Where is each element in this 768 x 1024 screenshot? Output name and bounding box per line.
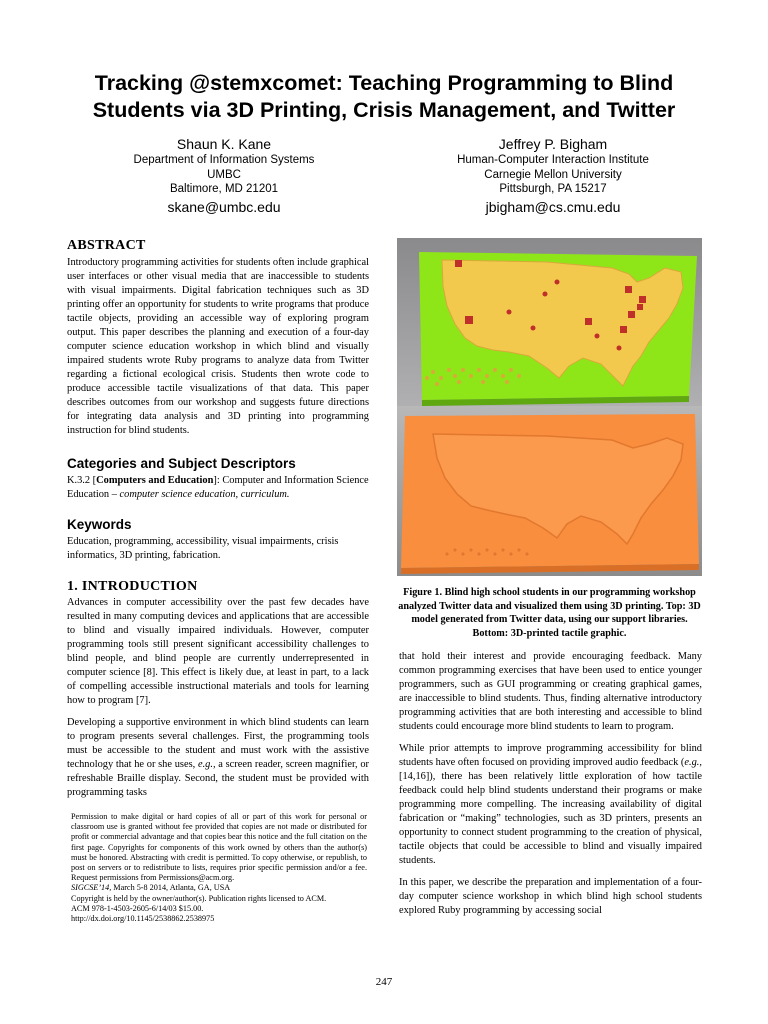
conference-name: SIGCSE’14,	[71, 883, 112, 893]
categories-rest: ]: Computer and Information Science Education –	[67, 475, 369, 500]
copyright-line: Copyright is held by the owner/author(s). Publication rights licensed to ACM.	[71, 893, 327, 903]
intro-heading: 1. INTRODUCTION	[67, 579, 198, 594]
author-department: Department of Information Systems	[133, 154, 315, 166]
right-paragraph-1: that hold their interest and provide encouraging feedback. Many common programming exercises that have been used to entice younger programmers, such as GUI programming or creating graphical games, are inaccessible to blind students. Thus, finding alternative introductory programming activities that are both interesting and accessible to blind students could encourage more blind students to learn to program.	[399, 651, 702, 732]
intro-p2-eg: e.g.,	[197, 759, 216, 770]
categories-italic: computer science education, curriculum.	[119, 489, 290, 500]
conference-line	[71, 883, 367, 893]
page-number: 247	[375, 976, 393, 988]
title-line-2: Students via 3D Printing, Crisis Management, and Twitter	[92, 98, 676, 122]
right-p2-eg: e.g.,	[684, 757, 702, 768]
author-organization: UMBC	[207, 168, 241, 181]
intro-paragraph-1: Advances in computer accessibility over the past few decades have resulted in many computing devices and applications that are accessible to blind and visually impaired individuals. However, computer programming tools still present significant accessibility challenges to blind people, and blind people are currently underrepresented in computer science [8]. This effect is likely due, at least in part, to a lack of compelling accessible instructional materials and tools for learning how to program [7].	[67, 597, 369, 706]
intro-paragraph-2	[67, 716, 369, 800]
intro-p2-part-a: Developing a supportive environment in which blind students can learn to program presents several challenges. First, the programming tools must be accessible to the student and must work with the assistive technology that he or she uses,	[67, 717, 369, 770]
right-column	[399, 650, 702, 918]
author-block-1	[90, 136, 358, 216]
author-organization: Carnegie Mellon University	[484, 168, 622, 181]
doi-link[interactable]: http://dx.doi.org/10.1145/2538862.2538975	[71, 914, 215, 924]
figure-1-image	[397, 238, 702, 576]
author-location: Pittsburgh, PA 15217	[499, 183, 607, 195]
abstract-heading: ABSTRACT	[67, 238, 146, 253]
author-block-2	[403, 136, 703, 216]
categories-bold: Computers and Education	[96, 475, 214, 486]
right-paragraph-2	[399, 742, 702, 868]
right-p2-part-a: While prior attempts to improve programming accessibility for blind students have often focused on providing improved audio feedback (	[399, 743, 702, 768]
figure-1-caption: Figure 1. Blind high school students in our programming workshop analyzed Twitter data and visualized them using 3D printing. Top: 3D model generated from Twitter data, using our support libraries. Bottom: 3D-printed tactile graphic.	[398, 587, 701, 639]
author-email[interactable]: skane@umbc.edu	[167, 198, 281, 215]
author-name: Jeffrey P. Bigham	[498, 136, 608, 152]
categories-code: K.3.2 [	[67, 475, 97, 486]
right-p2-part-b: [14,16]), there has been relatively little exploration of how tactile feedback could help blind students understand their programs or make programming more compelling. The increasing availability of digital fabrication or “making” technologies, such as 3D printers, presents an opportunity to connect student programming to the creation of physical, tactile objects that could be accessible to blind and visually impaired students.	[399, 771, 702, 866]
keywords-text: Education, programming, accessibility, visual impairments, crisis informatics, 3D printing, fabrication.	[67, 536, 339, 561]
intro-p2-part-b: a screen reader, screen magnifier, or refreshable Braille display. Second, the student must be provided with programming tasks	[67, 759, 369, 798]
permission-block	[71, 812, 367, 924]
author-email[interactable]: jbigham@cs.cmu.edu	[485, 198, 621, 215]
author-location: Baltimore, MD 21201	[169, 183, 279, 195]
categories-heading: Categories and Subject Descriptors	[67, 456, 296, 471]
permission-text: Permission to make digital or hard copies of all or part of this work for personal or classroom use is granted without fee provided that copies are not made or distributed for profit or commercial advantage and that copies bear this notice and the full citation on the first page. Copyrights for components of this work owned by others than the author(s) must be honored. Abstracting with credit is permitted. To copy otherwise, or republish, to post on servers or to redistribute to lists, requires prior specific permission and/or a fee. Request permissions from Permissions@acm.org.	[71, 812, 367, 883]
author-name: Shaun K. Kane	[176, 136, 272, 152]
figure-photo	[397, 238, 702, 576]
isbn-line: ACM 978-1-4503-2605-6/14/03 $15.00.	[71, 903, 204, 913]
abstract-text: Introductory programming activities for students often include graphical user interfaces or other visual media that are inaccessible to students with visual impairments. Digital fabrication techniques such as 3D printing offer an opportunity for students to write programs that produce tactile objects, providing an accessible way of exploring program output. This paper describes the planning and execution of a four-day computer science education workshop in which blind and visually impaired students wrote Ruby programs to analyze data from Twitter regarding a fictional ecological crisis. Students then wrote code to produce accessible tactile visualizations of that data. This paper describes outcomes from our workshop and suggests future directions for integrating data analysis and 3D printing into programming instruction for blind students.	[67, 257, 369, 436]
conference-details: March 5-8 2014, Atlanta, GA, USA	[111, 883, 231, 893]
title-line-1: Tracking @stemxcomet: Teaching Programming to Blind	[94, 71, 674, 95]
right-paragraph-3: In this paper, we describe the preparation and implementation of a four-day computer science workshop in which blind high school students explored Ruby programming by accessing social	[399, 877, 702, 916]
categories-text	[67, 474, 369, 502]
paper-title	[0, 70, 768, 124]
keywords-heading: Keywords	[67, 517, 132, 532]
author-department: Human-Computer Interaction Institute	[457, 154, 649, 166]
left-column	[67, 238, 369, 800]
